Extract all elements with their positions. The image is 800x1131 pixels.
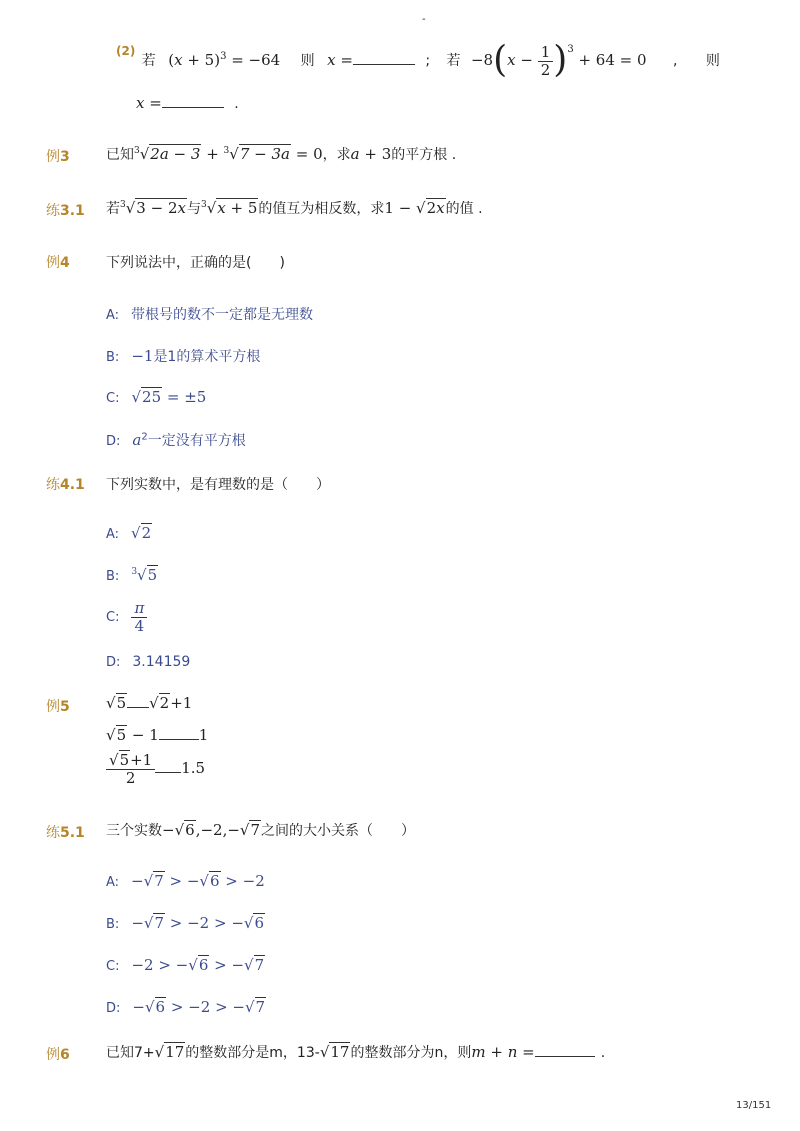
x-eq-2: x = [136, 94, 162, 112]
p41-option-b[interactable]: B: $^3$√5 [106, 566, 158, 584]
ex4-option-d[interactable]: D: $a^2$一定没有平方根 [106, 431, 246, 449]
p41-option-d[interactable]: D: 3.14159 [106, 654, 191, 670]
blank-1[interactable] [353, 64, 415, 65]
ex6-label: 例6 [46, 1047, 70, 1063]
ex3-question: 已知$^3$√2a − 3 + $^3$√7 − 3a = 0，求a + 3的平方根 . [106, 145, 457, 163]
ex4-option-a[interactable]: A: 带根号的数不一定都是无理数 [106, 307, 314, 323]
ruo-text: 若 [141, 53, 156, 69]
period: . [234, 96, 239, 112]
ruo2-text: 若 [446, 53, 461, 69]
ex5-line-2: √5 − 1 1 [106, 726, 209, 744]
p51-label: 练5.1 [46, 825, 85, 841]
ex5-line-3: $\frac{√5+1}{2}$ 1.5 [106, 752, 205, 786]
p51-question: 三个实数−√6,−2,−√7之间的大小关系（ ） [106, 821, 416, 839]
x-eq-1: x = [327, 51, 353, 69]
semicolon: ; [425, 53, 431, 69]
ex4-question: 下列说法中，正确的是( ) [106, 255, 285, 271]
p31-question: 若$^3$√3 − 2x与$^3$√x + 5的值互为相反数，求1 − √2x的值 . [106, 199, 483, 217]
ex4-option-b[interactable]: B: −1是1的算术平方根 [106, 347, 261, 365]
ex5-blank-2[interactable] [159, 739, 199, 740]
ex5-blank-3[interactable] [155, 772, 181, 773]
p31-label: 练3.1 [46, 203, 85, 219]
page-number: 13/151 [736, 1100, 772, 1111]
blank-2[interactable] [162, 107, 224, 108]
p51-option-d[interactable]: D: −√6 > −2 > −√7 [106, 998, 266, 1016]
ex5-line-1: √5 √2+1 [106, 694, 193, 712]
ze-text: 则 [300, 53, 315, 69]
p41-option-a[interactable]: A: √2 [106, 524, 152, 542]
equation-2: −8(x − $\frac{1}{2}$ )$^3$ + 64 = 0 [470, 39, 647, 81]
ex4-option-c[interactable]: C: √25 = ±5 [106, 388, 207, 406]
top-mark: - [422, 14, 426, 25]
part2-line1: (2) 若 $(x + 5)^3 = -64$ 则 x = ; 若 −8(x − $\frac{1}{2}$ )$^3$ + 64 = 0 , 则 [116, 39, 720, 81]
ex4-label: 例4 [46, 255, 70, 271]
part2-label: (2) [116, 44, 136, 58]
p41-option-c[interactable]: C: $\frac{\pi}{4}$ [106, 600, 147, 634]
p51-option-c[interactable]: C: −2 > −√6 > −√7 [106, 956, 265, 974]
ex6-blank[interactable] [535, 1056, 595, 1057]
p51-option-b[interactable]: B: −√7 > −2 > −√6 [106, 914, 264, 932]
ex5-label: 例5 [46, 699, 70, 715]
p41-label: 练4.1 [46, 477, 85, 493]
ze2-text: 则 [705, 53, 720, 69]
p41-question: 下列实数中，是有理数的是（ ） [106, 477, 330, 493]
part2-line2 [136, 94, 239, 112]
p51-option-a[interactable]: A: −√7 > −√6 > −2 [106, 872, 265, 890]
ex6-question: 已知7+√17的整数部分是m，13-√17的整数部分为n，则m + n = . [106, 1043, 606, 1061]
ex5-blank-1[interactable] [127, 707, 149, 708]
ex3-label: 例3 [46, 149, 70, 165]
equation-1: $(x + 5)^3 = -64$ [168, 51, 281, 69]
